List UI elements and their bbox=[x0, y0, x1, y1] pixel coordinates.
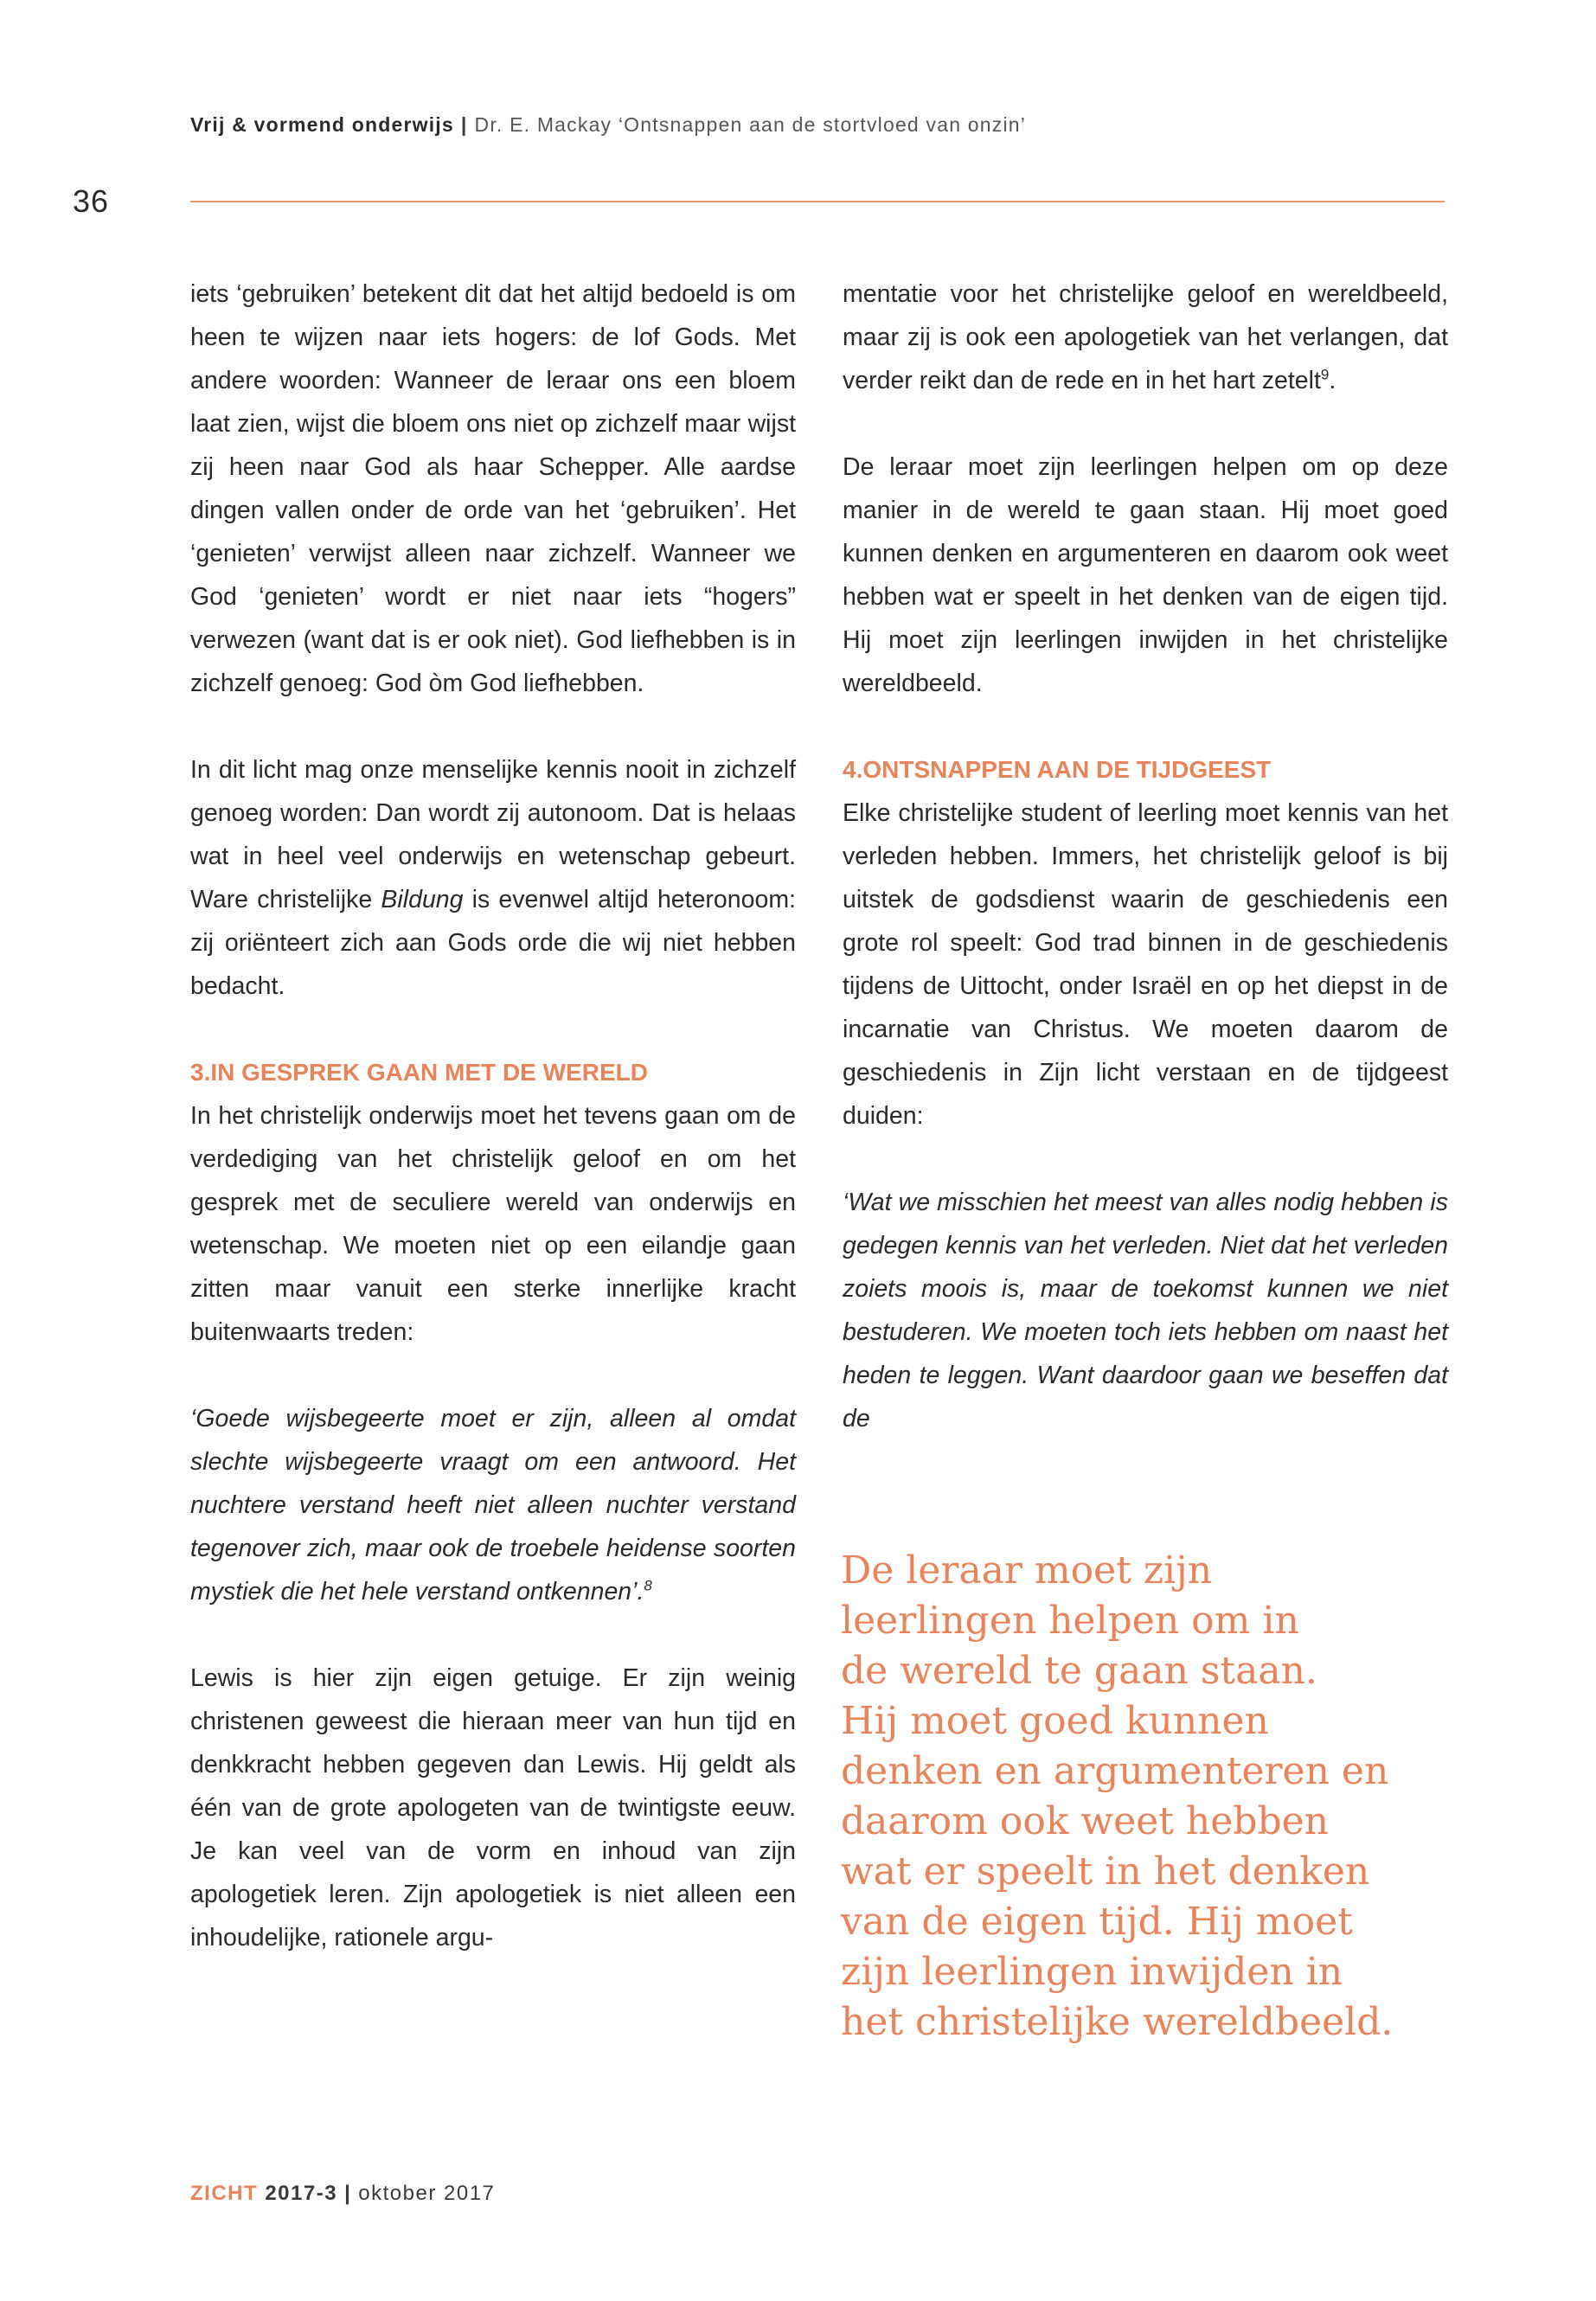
text-run: . bbox=[1329, 367, 1336, 394]
pull-quote-line: van de eigen tijd. Hij moet bbox=[841, 1900, 1353, 1944]
pull-quote-line: wat er speelt in het denken bbox=[841, 1849, 1370, 1894]
header-separator: | bbox=[460, 113, 468, 136]
pull-quote-line: het christelijke wereldbeeld. bbox=[841, 2000, 1394, 2044]
paragraph-bildung bbox=[190, 748, 796, 1008]
emphasis: Bildung bbox=[381, 886, 464, 913]
left-column bbox=[190, 272, 796, 1959]
quote-text: ‘Goede wijsbegeerte moet er zijn, alleen al omdat slechte wijsbegeerte vraagt om een antwoord. Het nuchtere verstand heeft niet alleen nuchter verstand tegenover zich, maar ook de troebele heidense soorten mystiek die het hele verstand ontkennen’. bbox=[190, 1405, 796, 1606]
section-heading-4: 4.ONTSNAPPEN AAN DE TIJDGEEST bbox=[843, 756, 1272, 783]
header-title: Vrij & vormend onderwijs bbox=[190, 113, 454, 136]
footer-date: oktober 2017 bbox=[358, 2182, 496, 2205]
footer-issue: 2017-3 bbox=[265, 2182, 338, 2205]
footer-separator: | bbox=[344, 2182, 352, 2205]
paragraph bbox=[843, 272, 1448, 402]
block-quote bbox=[190, 1397, 796, 1613]
pull-quote-line: De leraar moet zijn bbox=[841, 1548, 1213, 1593]
header-rule bbox=[190, 201, 1445, 202]
footnote-ref: 9 bbox=[1320, 366, 1330, 383]
pull-quote-line: daarom ook weet hebben bbox=[841, 1799, 1329, 1843]
text-run: In dit licht mag onze menselijke kennis nooit in zichzelf genoeg worden: Dan wordt zij autonoom. Dat is helaas wat in heel veel onderwijs en wetenschap gebeurt. Ware christelijke bbox=[190, 756, 796, 913]
paragraph: Elke christelijke student of leerling moet kennis van het verleden hebben. Immers, het christelijk geloof is bij uitstek de godsdienst waarin de geschiedenis een grote rol speelt: God trad binnen in de geschiedenis tijdens de Uittocht, onder Israël en op het diepst in de incarnatie van Christus. We moeten daarom de geschiedenis in Zijn licht verstaan en de tijdgeest duiden: bbox=[843, 799, 1448, 1130]
pull-quote-line: de wereld te gaan staan. bbox=[841, 1649, 1317, 1693]
text-run: is evenwel altijd heteronoom: zij oriënteert zich aan Gods orde die wij niet hebben bedacht. bbox=[190, 886, 796, 1000]
paragraph: Lewis is hier zijn eigen getuige. Er zijn weinig christenen geweest die hieraan meer van hun tijd en denkkracht hebben gegeven dan Lewis. Hij geldt als één van de grote apologeten van de twintigste eeuw. Je kan veel van de vorm en inhoud van zijn apologetiek leren. Zijn apologetiek is niet alleen een inhoudelijke, rationele argu- bbox=[190, 1664, 796, 1952]
section-heading-3: 3.IN GESPREK GAAN MET DE WERELD bbox=[190, 1059, 648, 1086]
pull-quote-line: leerlingen helpen om in bbox=[841, 1599, 1299, 1643]
block-quote: ‘Wat we misschien het meest van alles nodig hebben is gedegen kennis van het verleden. Niet dat het verleden zoiets moois is, maar de toekomst kunnen we niet bestuderen. We moeten toch iets hebben om naast het heden te leggen. Want daardoor gaan we beseffen dat de bbox=[843, 1189, 1448, 1433]
right-column bbox=[843, 272, 1448, 1440]
pull-quote-line: zijn leerlingen inwijden in bbox=[841, 1950, 1343, 1994]
paragraph: In het christelijk onderwijs moet het tevens gaan om de verdediging van het christelijk geloof en om het gesprek met de seculiere wereld van onderwijs en wetenschap. We moeten niet op een eilandje gaan zitten maar vanuit een sterke innerlijke kracht buitenwaarts treden: bbox=[190, 1102, 796, 1346]
pull-quote bbox=[841, 1546, 1464, 2048]
pull-quote-line: Hij moet goed kunnen bbox=[841, 1699, 1269, 1743]
paragraph: De leraar moet zijn leerlingen helpen om op deze manier in de wereld te gaan staan. Hij moet goed kunnen denken en argumenteren en daarom ook weet hebben wat er speelt in het denken van de eigen tijd. Hij moet zijn leerlingen inwijden in het christelijke wereldbeeld. bbox=[843, 453, 1448, 697]
footnote-ref: 8 bbox=[644, 1577, 652, 1594]
header-subtitle: Dr. E. Mackay ‘Ontsnappen aan de stortvloed van onzin’ bbox=[474, 113, 1027, 136]
footer-brand: ZICHT bbox=[190, 2182, 259, 2205]
paragraph: iets ‘gebruiken’ betekent dit dat het altijd bedoeld is om heen te wijzen naar iets hogers: de lof Gods. Met andere woorden: Wanneer de leraar ons een bloem laat zien, wijst die bloem ons niet op zichzelf maar wijst zij heen naar God als haar Schepper. Alle aardse dingen vallen onder de orde van het ‘gebruiken’. Het ‘genieten’ verwijst alleen naar zichzelf. Wanneer we God ‘genieten’ wordt er niet naar iets “hogers” verwezen (want dat is er ook niet). God liefhebben is in zichzelf genoeg: God òm God liefhebben. bbox=[190, 280, 796, 697]
running-footer bbox=[190, 2182, 495, 2206]
pull-quote-line: denken en argumenteren en bbox=[841, 1749, 1389, 1793]
page-number: 36 bbox=[73, 183, 110, 219]
running-header bbox=[190, 113, 1026, 137]
text-run: mentatie voor het christelijke geloof en wereldbeeld, maar zij is ook een apologetiek van het verlangen, dat verder reikt dan de rede en in het hart zetelt bbox=[843, 280, 1448, 394]
